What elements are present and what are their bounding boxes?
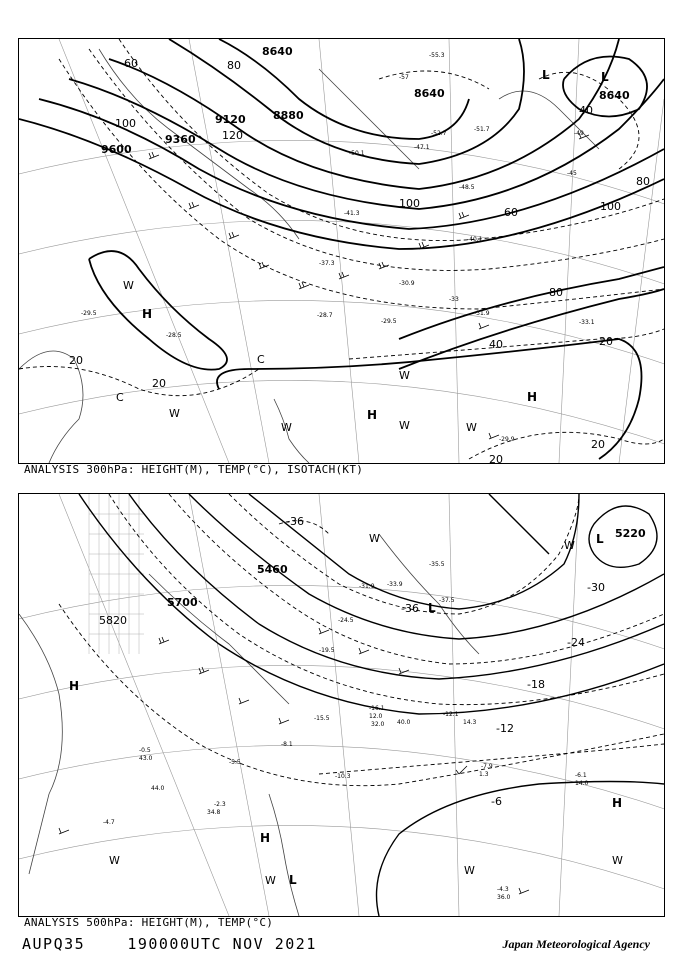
- height-labels: [101, 45, 630, 156]
- analysis-500hpa-map: [18, 493, 665, 917]
- station-value: -4.7: [103, 819, 115, 826]
- station-value: -16.1: [369, 705, 385, 712]
- warm-center-marker: W: [369, 532, 380, 545]
- warm-center-marker: W: [123, 279, 134, 292]
- station-value: -7.9: [481, 763, 493, 770]
- height-label: 9120: [215, 113, 246, 126]
- station-value: 14.3: [463, 719, 477, 726]
- height-label: 5460: [257, 563, 288, 576]
- isotach-label: 40: [489, 338, 503, 351]
- station-value: -35.5: [429, 561, 445, 568]
- station-value: -33: [449, 296, 459, 303]
- high-center-marker: H: [612, 796, 623, 810]
- station-value: 44.0: [151, 785, 165, 792]
- bulletin-header: [22, 935, 317, 953]
- valid-time: 190000UTC NOV 2021: [127, 935, 317, 953]
- station-value: -30.9: [399, 280, 415, 287]
- height-label: 5700: [167, 596, 198, 609]
- warm-center-marker: W: [399, 369, 410, 382]
- high-center-marker: H: [527, 390, 538, 404]
- high-center-marker: H: [260, 831, 271, 845]
- height-label: 9600: [101, 143, 132, 156]
- wind-barbs: [149, 133, 589, 439]
- agency-name: Japan Meteorological Agency: [502, 937, 650, 951]
- coastline: [19, 49, 599, 463]
- height-label: 8640: [599, 89, 630, 102]
- station-value: -6.1: [575, 772, 587, 779]
- station-value: -10.3: [335, 773, 351, 780]
- height-label: 8640: [414, 87, 445, 100]
- station-value: -5.5: [229, 759, 241, 766]
- low-center-marker: L: [542, 68, 550, 82]
- station-value: -37.5: [439, 597, 455, 604]
- station-value: -51.7: [474, 126, 490, 133]
- station-value: -45: [567, 170, 577, 177]
- warm-center-marker: W: [564, 539, 575, 552]
- warm-center-marker: W: [464, 864, 475, 877]
- station-value: 12.0: [369, 713, 383, 720]
- high-center-marker: H: [367, 408, 378, 422]
- warm-center-marker: W: [169, 407, 180, 420]
- high-center-marker: H: [69, 679, 80, 693]
- low-center-marker: L: [289, 873, 297, 887]
- height-label: 5220: [615, 527, 646, 540]
- isotherm-label: -30: [587, 581, 605, 594]
- station-value: -0.5: [139, 747, 151, 754]
- station-value: 36.0: [497, 894, 511, 901]
- isotach-label: 80: [227, 59, 241, 72]
- isotach-label: 80: [549, 286, 563, 299]
- station-value: 1.3: [479, 771, 489, 778]
- station-value: -28.5: [166, 332, 182, 339]
- station-value: -50.1: [349, 150, 365, 157]
- station-value: 40.0: [397, 719, 411, 726]
- isotach-label: 80: [636, 175, 650, 188]
- cold-center-marker: C: [116, 391, 124, 404]
- warm-center-marker: W: [109, 854, 120, 867]
- isotherm-label: -12: [496, 722, 514, 735]
- station-value: -15.5: [314, 715, 330, 722]
- isotherm-label: -6: [491, 795, 502, 808]
- height-label: 9360: [165, 133, 196, 146]
- station-value: -28.7: [317, 312, 333, 319]
- caption-300hpa: ANALYSIS 300hPa: HEIGHT(M), TEMP(°C), ISOTACH(KT): [24, 463, 364, 476]
- warm-center-marker: W: [265, 874, 276, 887]
- station-value: -37.3: [319, 260, 335, 267]
- isotherm-label: -18: [527, 678, 545, 691]
- isotach-label: 20: [489, 453, 503, 463]
- station-value: -57: [399, 74, 409, 81]
- isotach-label: 60: [124, 57, 138, 70]
- isotherm-label: -36: [401, 602, 419, 615]
- station-value: -31.9: [359, 583, 375, 590]
- station-value: 34.8: [207, 809, 221, 816]
- isotach-label: 100: [399, 197, 420, 210]
- isotach-label: 60: [504, 206, 518, 219]
- map-500hpa-canvas: [19, 494, 664, 916]
- warm-center-marker: W: [612, 854, 623, 867]
- wind-barbs: [59, 628, 529, 894]
- station-value: -33.1: [579, 319, 595, 326]
- hatched-region: [89, 494, 144, 654]
- low-center-marker: L: [596, 532, 604, 546]
- isotach-label: 20: [591, 438, 605, 451]
- station-value: -4.3: [497, 886, 509, 893]
- low-center-marker: L: [428, 601, 436, 615]
- station-value: -12.1: [443, 711, 459, 718]
- station-value: 43.0: [139, 755, 153, 762]
- height-label: 8880: [273, 109, 304, 122]
- station-value: -41.3: [344, 210, 360, 217]
- temperature-centers: [116, 279, 477, 434]
- isotach-label: 20: [599, 335, 613, 348]
- station-value: 32.0: [371, 721, 385, 728]
- isotach-label: 120: [222, 129, 243, 142]
- warm-center-marker: W: [466, 421, 477, 434]
- station-value: -31.9: [474, 310, 490, 317]
- isotach-label: 20: [69, 354, 83, 367]
- station-value: -19.5: [319, 647, 335, 654]
- station-value: -2.3: [214, 801, 226, 808]
- warm-center-marker: W: [399, 419, 410, 432]
- isotach-labels: [69, 57, 650, 463]
- cold-center-marker: C: [257, 353, 265, 366]
- isotach-label: 100: [600, 200, 621, 213]
- station-value: -47.1: [414, 144, 430, 151]
- station-value: -29.5: [81, 310, 97, 317]
- station-value: -24.5: [338, 617, 354, 624]
- map-300hpa-canvas: [19, 39, 664, 463]
- warm-center-marker: W: [281, 421, 292, 434]
- station-value: -29.9: [499, 436, 515, 443]
- station-value: -52.7: [431, 130, 447, 137]
- station-value: -48.5: [459, 184, 475, 191]
- isotach-label: 40: [579, 104, 593, 117]
- height-label: 5820: [99, 614, 127, 627]
- station-value: -33.9: [387, 581, 403, 588]
- station-value: -8.1: [281, 741, 293, 748]
- isotherm-label: -24: [567, 636, 585, 649]
- station-value: -49: [574, 130, 584, 137]
- isotach-label: 20: [152, 377, 166, 390]
- station-value: 14.0: [575, 780, 589, 787]
- analysis-300hpa-map: [18, 38, 665, 464]
- caption-500hpa: ANALYSIS 500hPa: HEIGHT(M), TEMP(°C): [24, 916, 274, 929]
- high-center-marker: H: [142, 307, 153, 321]
- low-center-marker: L: [601, 70, 609, 84]
- bulletin-code: AUPQ35: [22, 935, 86, 953]
- height-label: 8640: [262, 45, 293, 58]
- station-value: -55.3: [429, 52, 445, 59]
- isotach-label: 100: [115, 117, 136, 130]
- station-value: -40.1: [467, 236, 483, 243]
- station-value: -29.5: [381, 318, 397, 325]
- isotherm-label: -36: [286, 515, 304, 528]
